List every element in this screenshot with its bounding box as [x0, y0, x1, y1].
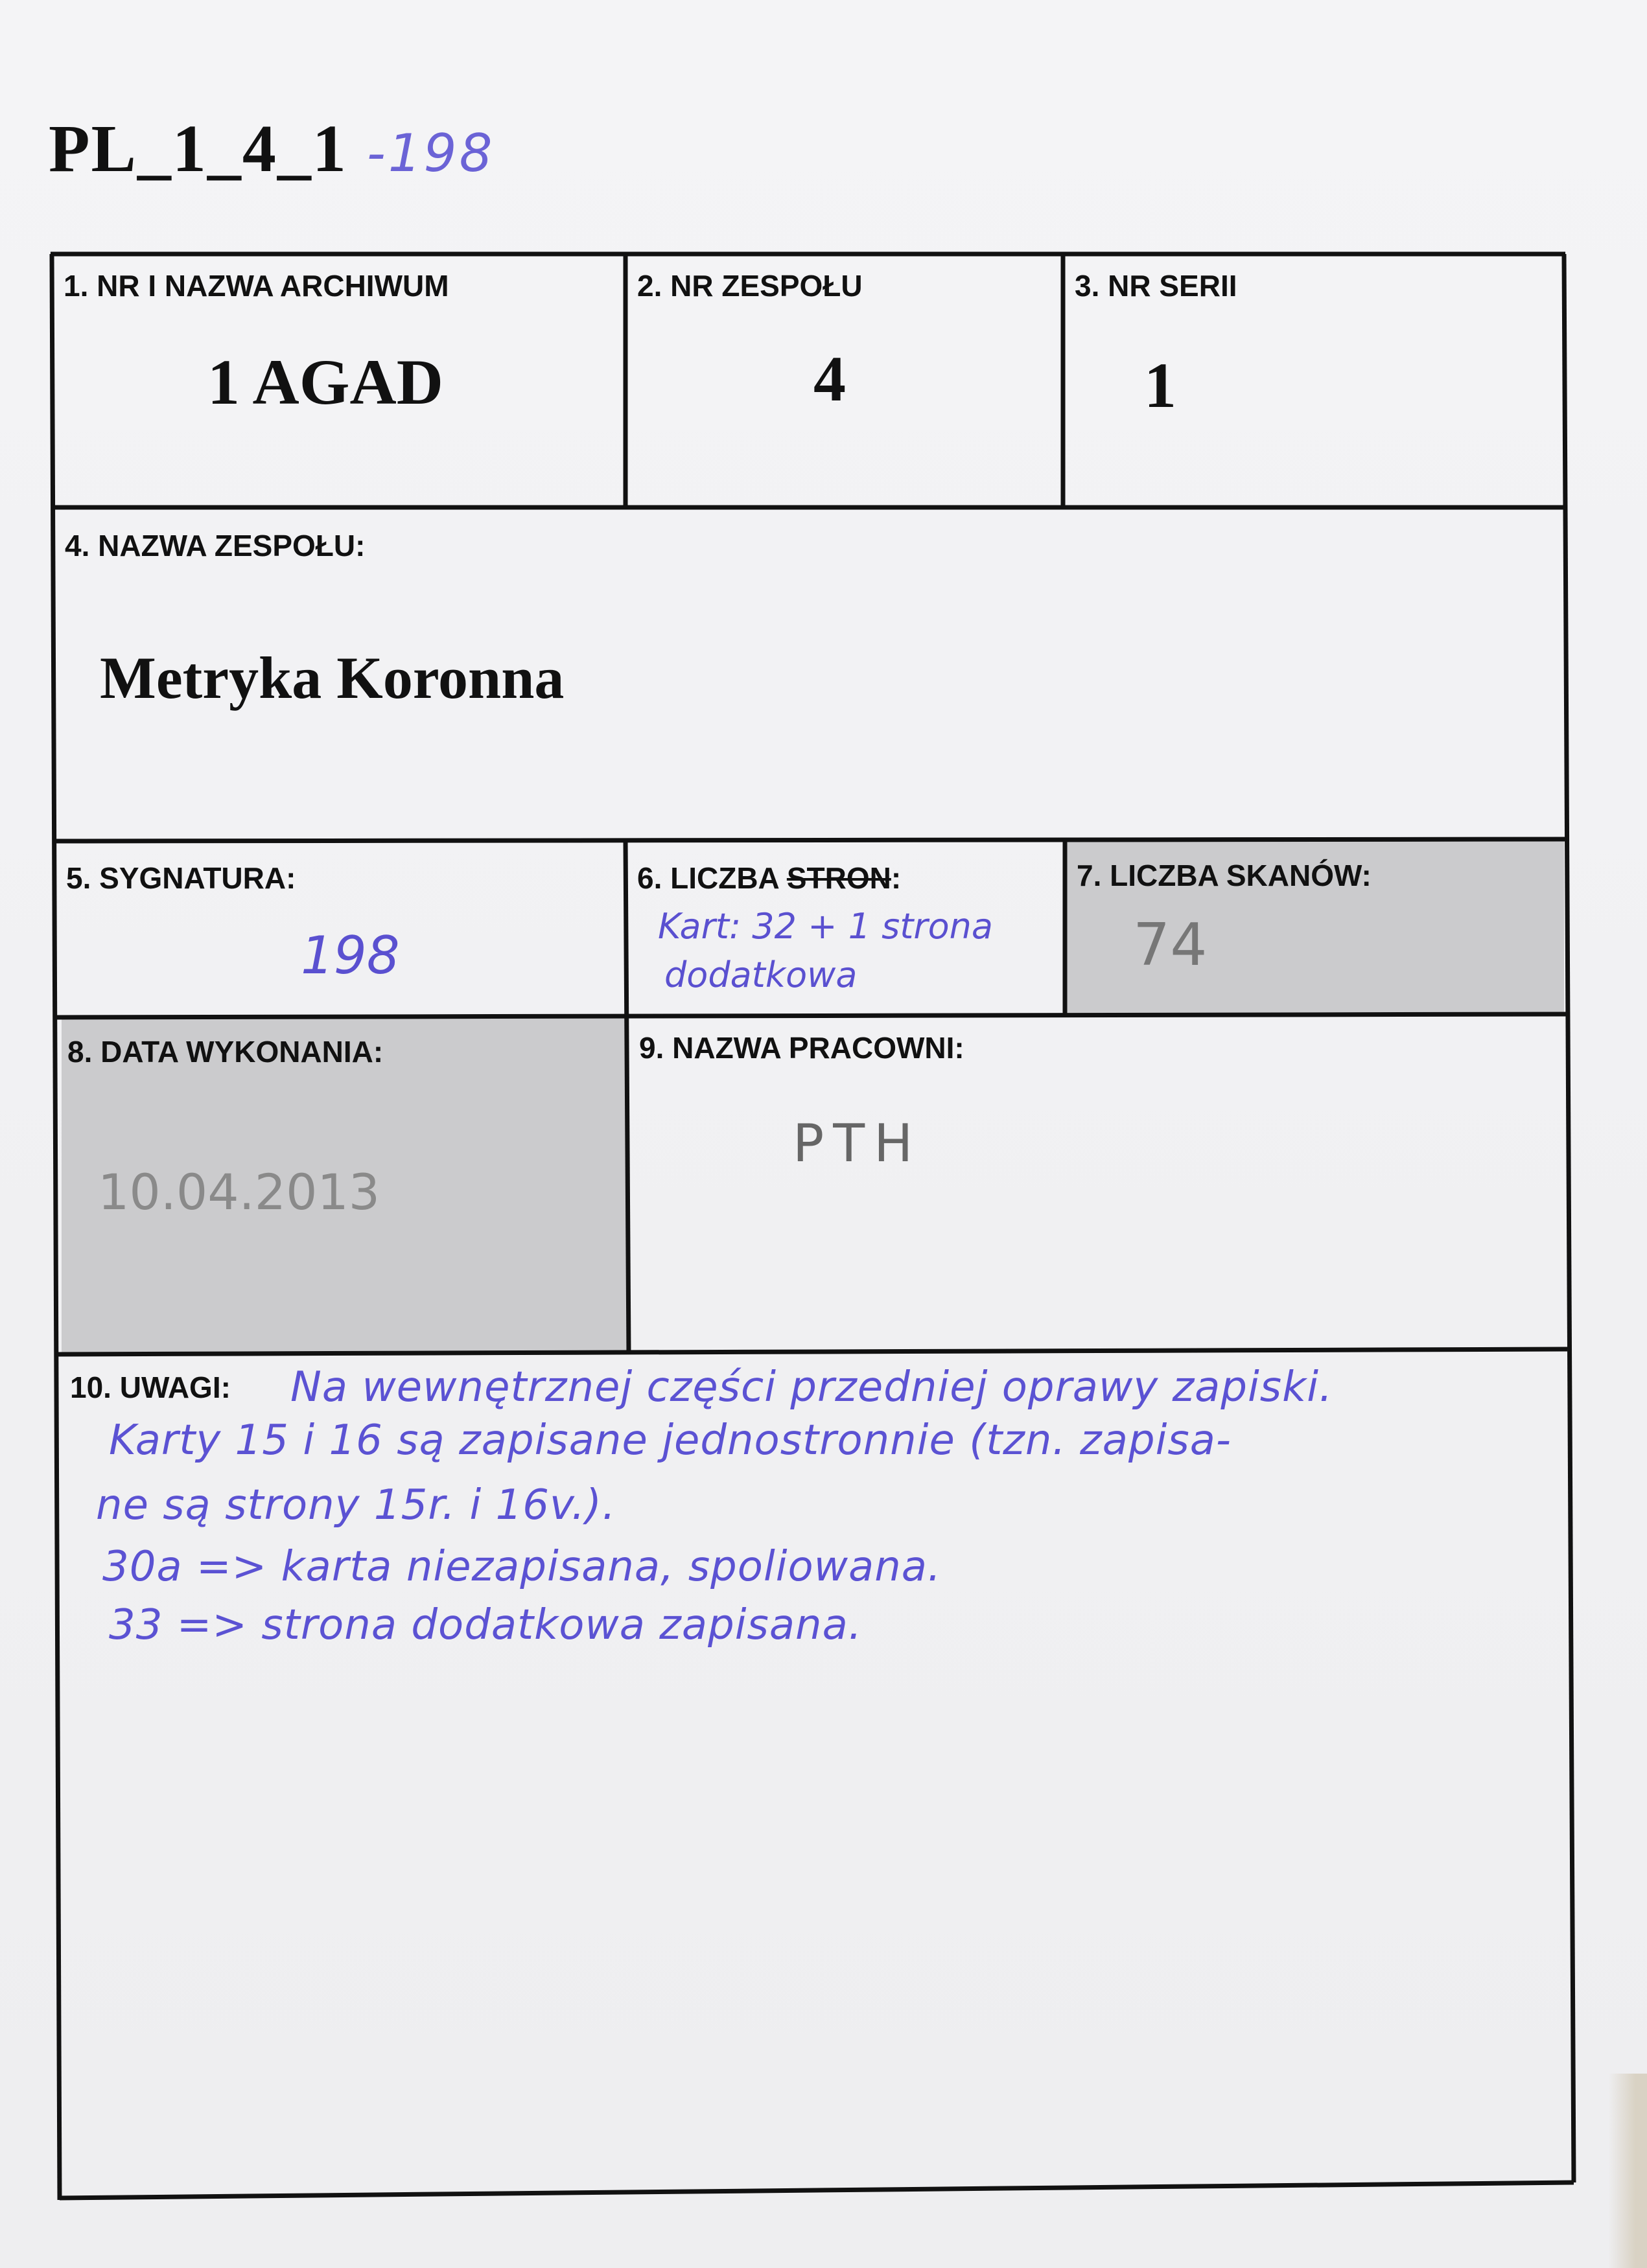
remarks-line-4: 30a => karta niezapisana, spoliowana.: [102, 1543, 942, 1591]
date-cell: [56, 1017, 627, 1354]
scans-value: 74: [1133, 911, 1208, 979]
remarks-label: 10. UWAGI:: [70, 1371, 231, 1404]
pages-label-suffix: :: [891, 861, 902, 895]
document-id-printed: PL_1_4_1: [49, 111, 347, 186]
remarks-cell: [57, 1352, 1571, 2194]
series-number-value: 1: [1144, 349, 1176, 421]
remarks-line-1: Na wewnętrznej części przedniej oprawy zapiski.: [290, 1363, 1333, 1411]
remarks-line-5: 33 => strona dodatkowa zapisana.: [109, 1601, 863, 1649]
archive-label: 1. NR I NAZWA ARCHIWUM: [64, 269, 449, 303]
series-number-label: 3. NR SERII: [1075, 269, 1237, 303]
pages-label: [637, 861, 901, 896]
fonds-number-value: 4: [813, 343, 846, 415]
scans-label: 7. LICZBA SKANÓW:: [1077, 859, 1372, 892]
pages-label-struck: STRON: [786, 861, 891, 895]
signature-cell: [54, 841, 625, 1017]
pages-cell: [625, 841, 1065, 1017]
fonds-name-value: Metryka Koronna: [100, 645, 565, 711]
pages-value-line2: dodatkowa: [664, 955, 858, 995]
scans-cell: [1065, 841, 1565, 1016]
date-value: 10.04.2013: [98, 1163, 380, 1221]
signature-label: 5. SYGNATURA:: [66, 861, 296, 895]
remarks-line-2: Karty 15 i 16 są zapisane jednostronnie (tzn. zapisa-: [109, 1417, 1232, 1464]
fonds-number-cell: [625, 254, 1063, 507]
document-id-handwritten: -198: [366, 123, 495, 183]
signature-value: 198: [301, 925, 400, 986]
remarks-line-3: ne są strony 15r. i 16v.).: [96, 1481, 616, 1529]
workshop-value: PTH: [793, 1113, 922, 1174]
archive-value: 1 AGAD: [207, 346, 443, 418]
pages-value-line1: Kart: 32 + 1 strona: [658, 906, 993, 947]
fonds-number-label: 2. NR ZESPOŁU: [637, 269, 863, 303]
workshop-cell: [627, 1016, 1566, 1353]
workshop-label: 9. NAZWA PRACOWNI:: [639, 1031, 964, 1065]
series-number-cell: [1063, 254, 1565, 507]
archive-cell: [52, 254, 625, 507]
fonds-name-label: 4. NAZWA ZESPOŁU:: [65, 529, 366, 562]
fonds-name-cell: [53, 507, 1565, 841]
pages-label-prefix: 6. LICZBA: [637, 861, 787, 895]
date-label: 8. DATA WYKONANIA:: [67, 1035, 384, 1069]
